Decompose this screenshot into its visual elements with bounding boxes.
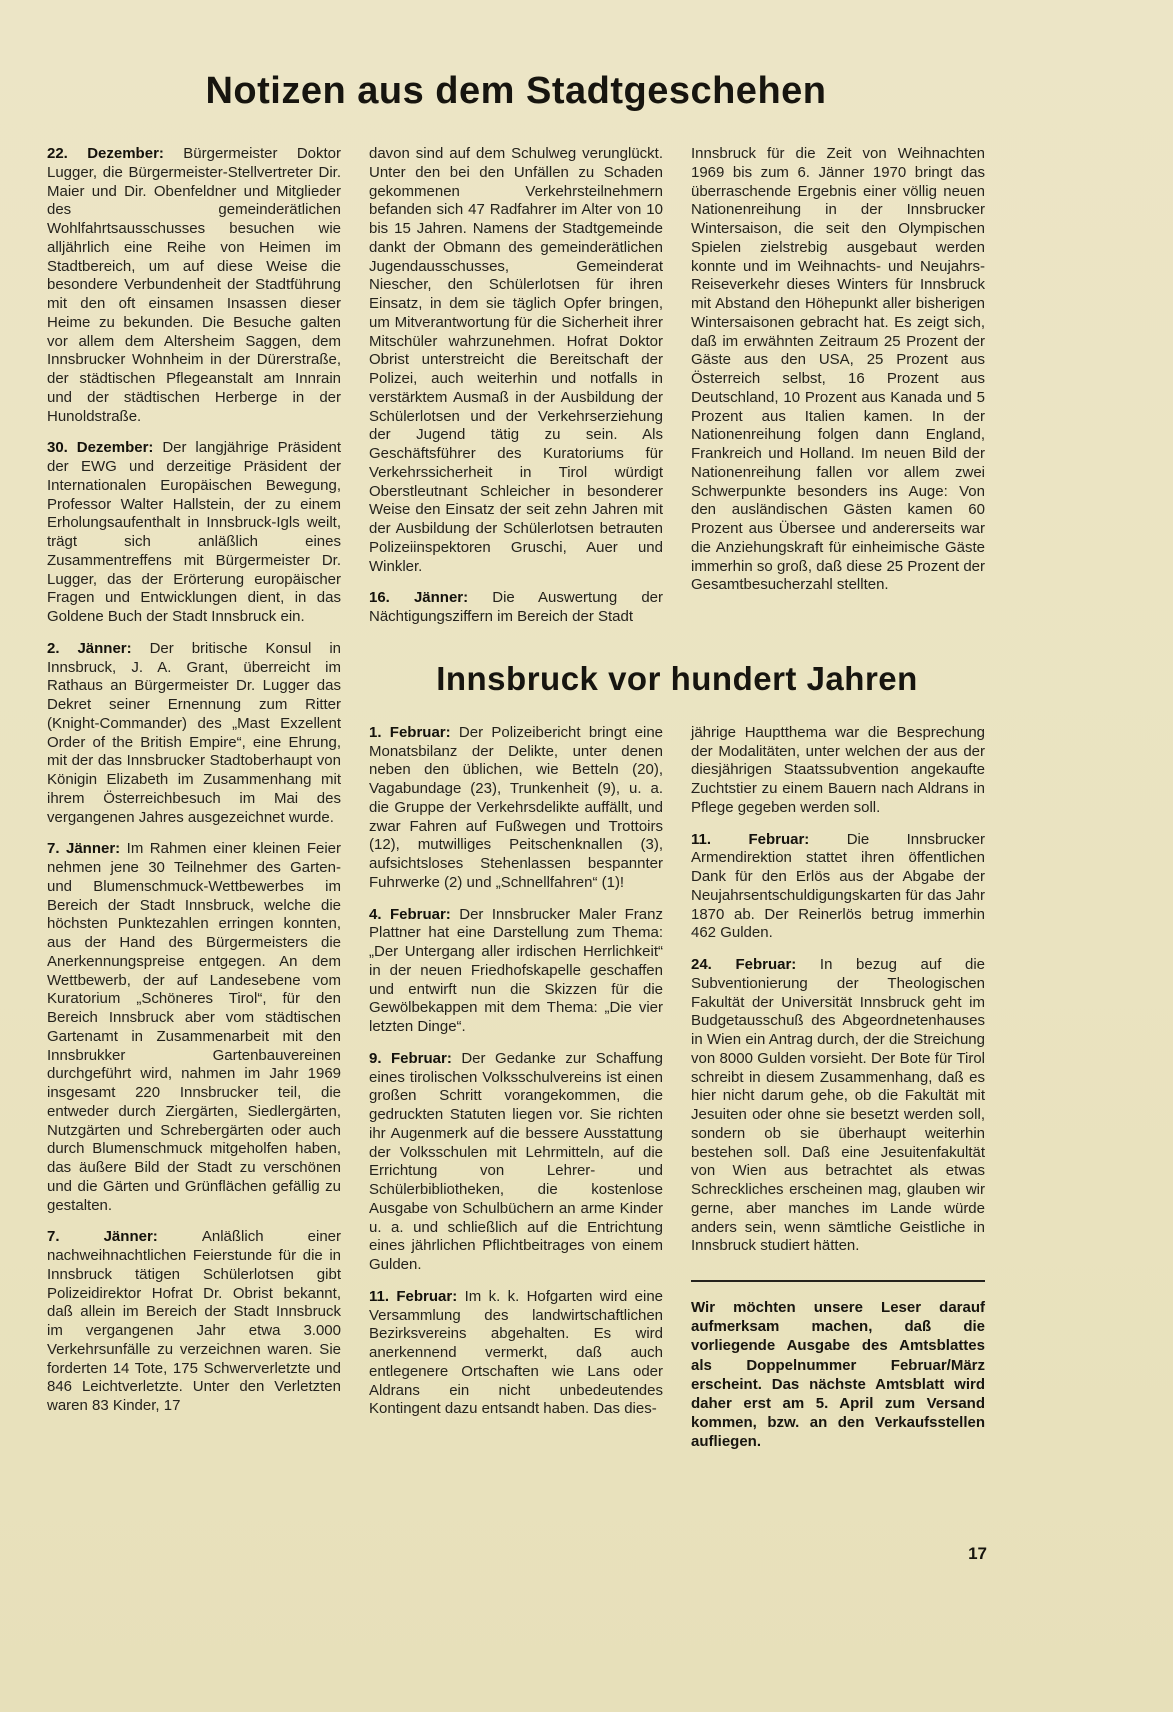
entry-date: 1. Februar: bbox=[369, 723, 459, 741]
column-1 bbox=[47, 145, 341, 1452]
publisher-notice: Wir möchten unsere Leser darauf aufmerksam machen, daß die vorliegende Ausgabe des Amtsblattes als Doppelnummer Februar/März erscheint. Das nächste Amtsblatt wird daher erst am 5. April zum Versand kommen, bzw. an den Verkaufsstellen aufliegen. bbox=[691, 1299, 985, 1451]
page-title: Notizen aus dem Stadtgeschehen bbox=[205, 70, 827, 112]
news-entry: 2. Jänner: Der britische Konsul in Innsbruck, J. A. Grant, überreicht im Rathaus an Bürgermeister Dr. Lugger das Dekret seiner Ernennung zum Ritter (Knight-Commander) des „Mast Exzellent Order of the British Empire“, eine Ehrung, mit der das Innsbrucker Stadtoberhaupt von Königin Elizabeth im Zusammenhang mit ihrem Österreichbesuch im Mai des vergangenen Jahres ausgezeichnet wurde. bbox=[47, 639, 341, 826]
entry-date: 30. Dezember: bbox=[47, 439, 163, 457]
column-3-top bbox=[691, 145, 985, 640]
news-entry: 7. Jänner: Im Rahmen einer kleinen Feier nehmen jene 30 Teilnehmer des Garten- und Blumenschmuck-Wettbewerbes im Bereich der Stadt Innsbruck, welche die höchsten Punktezahlen erringen konnten, aus der Hand des Bürgermeisters die Anerkennungspreise entgegen. An dem Wettbewerb, der auf Landesebene vom Kuratorium „Schöneres Tirol“, für den Bereich Innsbruck aber vom städtischen Gartenamt in Zusammenarbeit mit den Innsbrukker Gartenbauvereinen durchgeführt wird, nahmen im Jahr 1969 insgesamt 220 Innsbrucker teil, die entweder durch Ziergärten, Siedlergärten, Nutzgärten und Schrebergärten oder auch durch Blumenschmuck mitgeholfen haben, das äußere Bild der Stadt zu verschönen und die Gärten und Grünflächen gefällig zu gestalten. bbox=[47, 840, 341, 1214]
columns-2-3 bbox=[369, 145, 985, 1452]
entry-date: 2. Jänner: bbox=[47, 639, 150, 657]
content-columns bbox=[47, 145, 985, 1452]
entry-date: 16. Jänner: bbox=[369, 589, 493, 607]
column-2-bottom bbox=[369, 724, 663, 1452]
entry-date: 24. Februar: bbox=[691, 956, 820, 973]
news-entry: 11. Februar: Die Innsbrucker Armendirektion stattet ihren öffentlichen Dank für den Erlös aus der Abgabe der Neujahrsentschuldigungskarten für das Jahr 1870 ab. Der Reinerlös betrug immerhin 462 Gulden. bbox=[691, 830, 985, 942]
section1-continuation-row bbox=[369, 145, 985, 640]
column-2-top bbox=[369, 145, 663, 640]
column-3-bottom-entries bbox=[691, 724, 985, 1256]
news-entry: 1. Februar: Der Polizeibericht bringt eine Monatsbilanz der Delikte, unter denen neben den üblichen, wie Betteln (20), Vagabundage (23), Trunkenheit (9), u. a. die Gruppe der Verkehrsdelikte auffällt, und zwar Fahren auf Fußwegen und Trottoirs (12), mutwilliges Peitschenknallen (3), aufsichtsloses Stehenlassen bespannter Fuhrwerke (2) und „Schnellfahren“ (1)! bbox=[369, 723, 663, 891]
entry-date: 4. Februar: bbox=[369, 905, 460, 923]
news-entry: 16. Jänner: Die Auswertung der Nächtigungsziffern im Bereich der Stadt bbox=[369, 589, 663, 625]
news-entry: 4. Februar: Der Innsbrucker Maler Franz Plattner hat eine Darstellung zum Thema: „Der Untergang aller irdischen Herrlichkeit“ in der neuen Friedhofskapelle geschaffen und entwirft nun die Skizzen für die Gewölbekappen mit dem Thema: „Die vier letzten Dinge“. bbox=[369, 905, 663, 1035]
news-entry: Innsbruck für die Zeit von Weihnachten 1969 bis zum 6. Jänner 1970 bringt das überraschende Ergebnis einer völlig neuen Nationenreihung in der Innsbrucker Wintersaison, die seit den Olympischen Spielen zielstrebig ausgebaut werden konnte und im Weihnachts- und Neujahrs-Reiseverkehr dieses Winters für Innsbruck mit Abstand den Höhepunkt aller bisherigen Wintersaisonen gebracht hat. Es zeigt sich, daß im erwähnten Zeitraum 25 Prozent der Gäste aus den USA, 25 Prozent aus Österreich selbst, 16 Prozent aus Deutschland, 10 Prozent aus Kanada und 5 Prozent aus Italien kamen. In der Nationenreihung folgen dann England, Frankreich und Holland. Im neuen Bild der Nationenreihung fallen vor allem zwei Schwerpunkte besonders ins Auge: Von den ausländischen Gästen kamen 60 Prozent aus Übersee und andererseits war die Anziehungskraft für einheimische Gäste immerhin so groß, daß diese 25 Prozent der Gesamtbesucherzahl stellten. bbox=[691, 145, 985, 594]
page-number: 17 bbox=[968, 1544, 987, 1563]
section-title: Innsbruck vor hundert Jahren bbox=[436, 659, 918, 697]
entry-date: 11. Februar: bbox=[369, 1287, 465, 1305]
column-3-bottom bbox=[691, 724, 985, 1452]
news-entry: 30. Dezember: Der langjährige Präsident der EWG und derzeitige Präsident der Internationalen Europäischen Bewegung, Professor Walter Hallstein, der zu einem Erholungsaufenthalt in Innsbruck-Igls weilt, trägt sich anläßlich eines Zusammentreffens mit Bürgermeister Dr. Lugger, das der Erörterung europäischer Fragen und Entwicklungen dient, in das Goldene Buch der Stadt Innsbruck ein. bbox=[47, 439, 341, 625]
news-entry: 7. Jänner: Anläßlich einer nachweihnachtlichen Feierstunde für die in Innsbruck tätigen Schülerlotsen gibt Polizeidirektor Hofrat Dr. Obrist bekannt, daß allein im Bereich der Stadt Innsbruck im vergangenen Jahr etwa 3.000 Verkehrsunfälle zu verzeichnen waren. Sie forderten 14 Tote, 175 Schwerverletzte und 846 Leichtverletzte. Unter den Verletzten waren 83 Kinder, 17 bbox=[47, 1228, 342, 1414]
entry-date: 11. Februar: bbox=[691, 830, 847, 848]
section2-row bbox=[369, 724, 985, 1452]
news-entry: 11. Februar: Im k. k. Hofgarten wird eine Versammlung des landwirtschaftlichen Bezirksvereins abgehalten. Es wird anerkennend vermerkt, daß auch entlegenere Ortschaften wie Lans oder Aldrans ein nicht unbedeutendes Kontingent dazu entsandt haben. Das dies- bbox=[369, 1287, 664, 1418]
news-entry: jährige Hauptthema war die Besprechung der Modalitäten, unter welchen der aus der diesjährigen Staatssubvention angekaufte Zuchtstier zu einem Bauern nach Aldrans in Pflege gegeben werden soll. bbox=[691, 723, 985, 816]
entry-date: 7. Jänner: bbox=[47, 840, 127, 858]
news-entry: 22. Dezember: Bürgermeister Doktor Lugger, die Bürgermeister-Stellvertreter Dir. Maier und Dir. Obenfeldner und Mitglieder des gemeinderätlichen Wohlfahrtsausschusses besuchen wie alljährlich eine Reihe von Heimen im Stadtbereich, um auf diese Weise die besondere Verbundenheit der Stadtführung mit den oft einsamen Insassen dieser Heime zu bekunden. Die Besuche galten vor allem dem Altersheim Saggen, dem Innsbrucker Wohnheim in der Dürerstraße, der städtischen Pflegeanstalt am Innrain und der städtischen Herberge in der Hunoldstraße. bbox=[47, 145, 341, 425]
news-entry: 9. Februar: Der Gedanke zur Schaffung eines tirolischen Volksschulvereins ist einen großen Schritt vorangekommen, die gedruckten Statuten liegen vor. Sie richten ihr Augenmerk auf die bessere Ausstattung der Volksschulen mit Lehrmitteln, auf die Errichtung von Lehrer- und Schülerbibliotheken, die kostenlose Ausgabe von Schulbüchern an arme Kinder u. a. und schließlich auf die Entrichtung eines jährlichen Pflichtbeitrages von einem Gulden. bbox=[369, 1049, 663, 1273]
entry-date: 9. Februar: bbox=[369, 1049, 462, 1067]
entry-date: 7. Jänner: bbox=[47, 1228, 202, 1246]
news-entry: davon sind auf dem Schulweg verunglückt. Unter den bei den Unfällen zu Schaden gekommenen Verkehrsteilnehmern befanden sich 47 Radfahrer im Alter von 10 bis 15 Jahren. Namens der Stadtgemeinde dankt der Obmann des gemeinderätlichen Jugendausschusses, Gemeinderat Niescher, den Schülerlotsen für ihren Einsatz, in dem sie täglich Opfer bringen, um Mitverantwortung für die Sicherheit ihrer Mitschüler wahrzunehmen. Hofrat Doktor Obrist unterstreicht die Bereitschaft der Polizei, auch weiterhin und notfalls in verstärktem Ausmaß in der Ausbildung der Schülerlotsen und der Verkehrserziehung der Jugend tätig zu sein. Als Geschäftsführer des Kuratoriums für Verkehrssicherheit in Tirol würdigt Oberstleutnant Schleicher in besonderer Weise den Einsatz der seit zehn Jahren mit der Ausbildung der Schülerlotsen betrauten Polizeiinspektoren Gruschi, Auer und Winkler. bbox=[369, 145, 663, 575]
entry-date: 22. Dezember: bbox=[47, 145, 184, 162]
news-entry: 24. Februar: In bezug auf die Subventionierung der Theologischen Fakultät der Universität Innsbruck geht im Budgetausschuß des Abgeordnetenhauses in Wien ein Antrag durch, der die Streichung von 8000 Gulden vorsieht. Der Bote für Tirol schreibt in diesem Zusammenhang, daß es hier nicht darum gehe, ob die Fakultät mit Jesuiten oder ohne sie besetzt werden soll, sondern ob sie überhaupt weiterhin bestehen soll. Daß eine Jesuitenfakultät von Wien aus betrachtet als etwas Schreckliches erscheinen mag, glauben wir gerne, aber manches im Lande würde anders sein, wenn sämtliche Geistliche in Innsbruck studiert hätten. bbox=[691, 956, 985, 1255]
notice-divider bbox=[691, 1280, 985, 1282]
